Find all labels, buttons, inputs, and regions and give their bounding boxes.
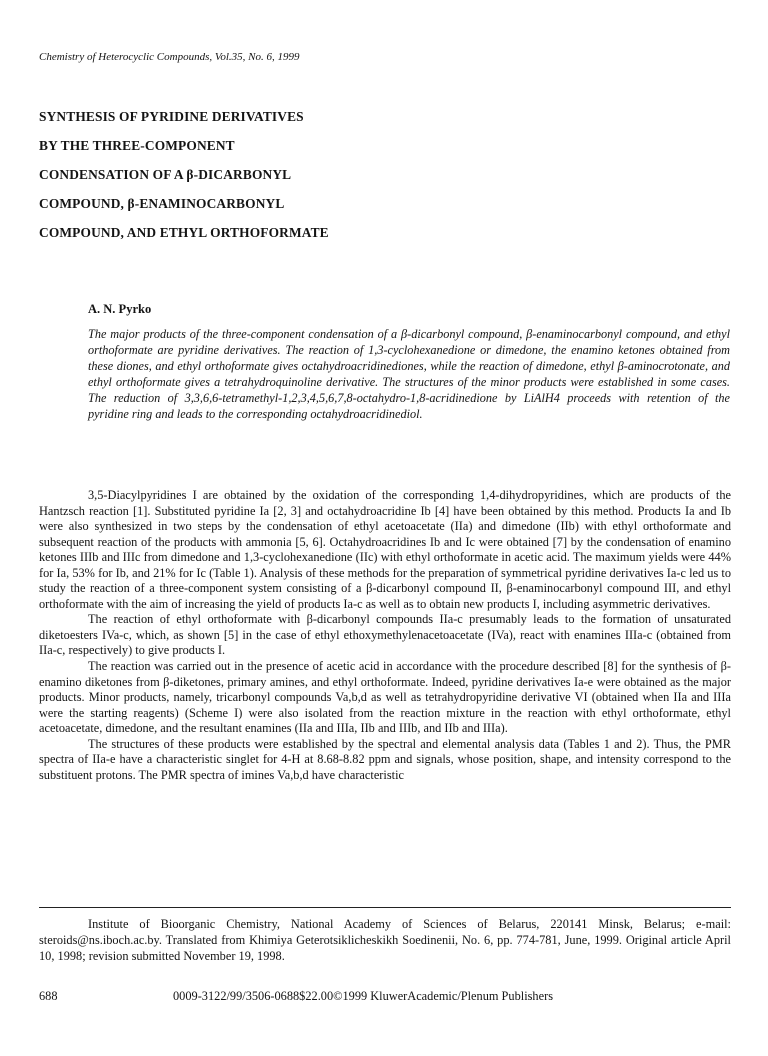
body-paragraph: 3,5-Diacylpyridines I are obtained by the oxidation of the corresponding 1,4-dihydropyridines, which are products of the Hantzsch reaction [1]. Substituted pyridine Ia [2, 3] and octahydroacridine Ib [4] have been obtained by this method. Products Ia and Ib were also synthesized in two steps by the condensation of ethyl acetoacetate (IIa) and dimedone (IIb) with ethyl orthoformate and subsequent reaction of the products with ammonia [5, 6]. Octahydroacridines Ib and Ic were obtained [7] by the condensation of enamino ketones IIIb and IIIc from dimedone and 1,3-cyclohexanedione (IIc) with ethyl orthoformate in acetic acid. The maximum yields were 44% for Ia, 53% for Ib, and 21% for Ic (Table 1). Analysis of these methods for the preparation of symmetrical pyridine derivatives Ia-c led us to study the reaction of a three-component system consisting of a β-dicarbonyl compound II, β-enaminocarbonyl compound III, and ethyl orthoformate with the aim of increasing the yield of products Ia-c as well as to obtain new products I, including asymmetric derivatives.	[39, 488, 731, 611]
footnote-divider	[39, 907, 731, 908]
title-line: SYNTHESIS OF PYRIDINE DERIVATIVES	[39, 109, 304, 124]
footnote-text: Institute of Bioorganic Chemistry, National Academy of Sciences of Belarus, 220141 Minsk, Belarus; e-mail: steroids@ns.iboch.ac.by. Translated from Khimiya Geterotsiklicheskikh Soedinenii, No. 6, pp. 774-781, June, 1999. Original article April 10, 1998; revision submitted November 19, 1998.	[39, 917, 731, 963]
author-name: A. N. Pyrko	[88, 302, 152, 316]
title-line: COMPOUND, AND ETHYL ORTHOFORMATE	[39, 225, 329, 240]
body-text	[39, 488, 731, 783]
title-line: BY THE THREE-COMPONENT	[39, 138, 235, 153]
page-number: 688	[39, 989, 58, 1003]
article-title	[39, 107, 559, 252]
title-line: CONDENSATION OF A β-DICARBONYL	[39, 167, 292, 182]
title-line: COMPOUND, β-ENAMINOCARBONYL	[39, 196, 285, 211]
body-paragraph: The reaction was carried out in the presence of acetic acid in accordance with the procedure described [8] for the synthesis of β-enamino diketones from β-diketones, primary amines, and ethyl orthoformate. Indeed, pyridine derivatives Ia-e were obtained as the major products. Minor products, namely, tricarbonyl compounds Va,b,d as well as tetrahydropyridine derivative VI (obtained when IIa and IIIa were the starting reagents) (Scheme I) were also isolated from the reaction mixture in the reaction with ethyl orthoformate, ethyl acetoacetate, dimedone, and the resultant enamines (IIa and IIIa, IIb and IIIb, and IIb and IIIa).	[39, 659, 731, 736]
footnote	[39, 916, 731, 964]
abstract-text: The major products of the three-component condensation of a β-dicarbonyl compound, β-enaminocarbonyl compound, and ethyl orthoformate are pyridine derivatives. The reaction of 1,3-cyclohexanedione or dimedone, the enamino ketones obtained from these diones, and ethyl orthoformate gives octahydroacridinediones, while the reaction of dimedone, ethyl β-aminocrotonate, and ethyl orthoformate gives a tetrahydroquinoline derivative. The structures of the minor products were established in some cases. The reduction of 3,3,6,6-tetramethyl-1,2,3,4,5,6,7,8-octahydro-1,8-acridinedione by LiAlH4 proceeds with retention of the pyridine ring and leads to the corresponding octahydroacridinediol.	[88, 327, 730, 421]
journal-header: Chemistry of Heterocyclic Compounds, Vol.35, No. 6, 1999	[39, 51, 300, 63]
copyright-line: 0009-3122/99/3506-0688$22.00©1999 KluwerAcademic/Plenum Publishers	[173, 989, 553, 1003]
abstract	[88, 327, 730, 422]
body-paragraph: The structures of these products were established by the spectral and elemental analysis data (Tables 1 and 2). Thus, the PMR spectra of IIa-e have a characteristic singlet for 4-H at 8.68-8.82 ppm and signals, whose position, shape, and intensity correspond to the substituent protons. The PMR spectra of imines Va,b,d have characteristic	[39, 736, 731, 782]
body-paragraph: The reaction of ethyl orthoformate with β-dicarbonyl compounds IIa-c presumably leads to the formation of unsaturated diketoesters IVa-c, which, as shown [5] in the case of ethyl ethoxymethylenacetoacetate (IVa), react with enamines IIIa-c (obtained from IIa-c, respectively) to give products I.	[39, 612, 731, 658]
